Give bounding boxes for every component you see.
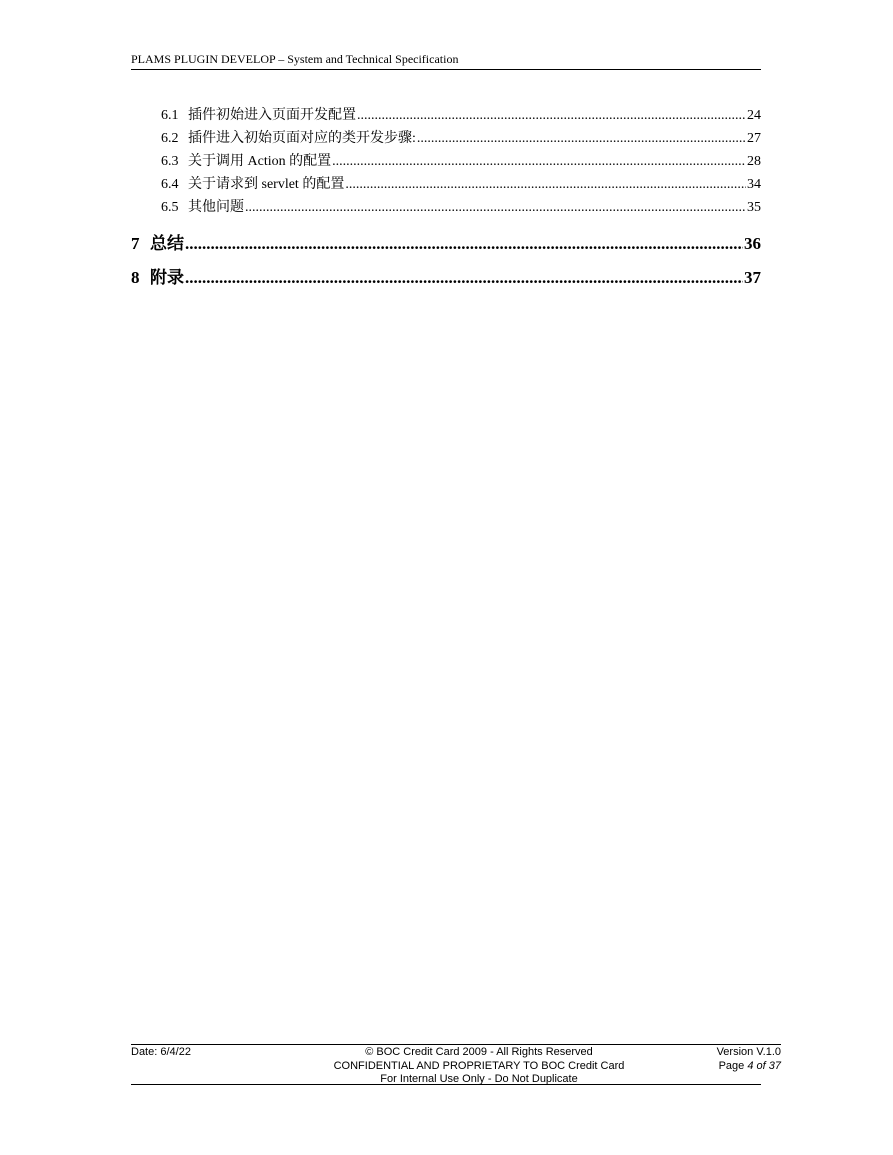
footer-version: Version V.1.0	[716, 1046, 781, 1058]
table-of-contents	[131, 107, 761, 289]
toc-dot-leader	[345, 176, 746, 194]
toc-chapter-page: 36	[744, 234, 761, 253]
toc-entry-title: 插件初始进入页面开发配置	[188, 108, 356, 123]
toc-chapter-title: 总结	[150, 234, 184, 253]
toc-entry-number: 6.3	[161, 154, 179, 169]
toc-entry-number: 6.1	[161, 108, 179, 123]
document-title: PLAMS PLUGIN DEVELOP – System and Technical Specification	[131, 52, 459, 66]
toc-dot-leader	[185, 232, 743, 255]
toc-entry[interactable]	[131, 107, 761, 130]
footer-page-number	[717, 1060, 781, 1074]
page-header	[131, 52, 761, 70]
footer-notice	[301, 1046, 657, 1087]
toc-entry[interactable]	[131, 176, 761, 199]
footer-internal-use: For Internal Use Only - Do Not Duplicate	[380, 1073, 578, 1085]
toc-dot-leader	[245, 199, 746, 217]
footer-copyright: © BOC Credit Card 2009 - All Rights Reserved	[365, 1046, 593, 1058]
toc-chapter-title: 附录	[150, 268, 184, 287]
toc-chapter-page: 37	[744, 268, 761, 287]
toc-entry[interactable]	[131, 130, 761, 153]
page-footer	[131, 1044, 781, 1085]
toc-entry[interactable]	[131, 199, 761, 222]
page-total: 37	[768, 1059, 781, 1072]
toc-entry-page: 27	[747, 131, 761, 146]
toc-entry-page: 34	[747, 177, 761, 192]
toc-dot-leader	[332, 153, 746, 171]
toc-entry-title: 插件进入初始页面对应的类开发步骤:	[188, 131, 416, 146]
footer-date: Date: 6/4/22	[131, 1046, 191, 1058]
toc-dot-leader	[185, 266, 743, 289]
footer-bottom-rule	[131, 1084, 761, 1085]
footer-version-block	[717, 1046, 781, 1073]
toc-chapter-number: 7	[131, 234, 140, 253]
toc-entry-number: 6.2	[161, 131, 179, 146]
toc-entry[interactable]	[131, 153, 761, 176]
toc-chapter-number: 8	[131, 268, 140, 287]
page-of: of	[753, 1059, 769, 1072]
toc-entry-page: 28	[747, 154, 761, 169]
toc-entry-number: 6.4	[161, 177, 179, 192]
toc-entry-number: 6.5	[161, 200, 179, 215]
toc-chapter-entry[interactable]	[131, 266, 761, 289]
toc-dot-leader	[417, 130, 746, 148]
page-current: 4	[747, 1059, 754, 1072]
toc-dot-leader	[357, 107, 746, 125]
toc-entry-title: 关于调用 Action 的配置	[188, 154, 332, 169]
footer-confidential: CONFIDENTIAL AND PROPRIETARY TO BOC Credit Card	[333, 1059, 625, 1072]
toc-entry-page: 35	[747, 200, 761, 215]
toc-entry-title: 其他问题	[188, 200, 244, 215]
toc-chapter-entry[interactable]	[131, 232, 761, 255]
page-prefix: Page	[718, 1059, 748, 1072]
toc-entry-page: 24	[747, 108, 761, 123]
toc-entry-title: 关于请求到 servlet 的配置	[188, 177, 345, 192]
